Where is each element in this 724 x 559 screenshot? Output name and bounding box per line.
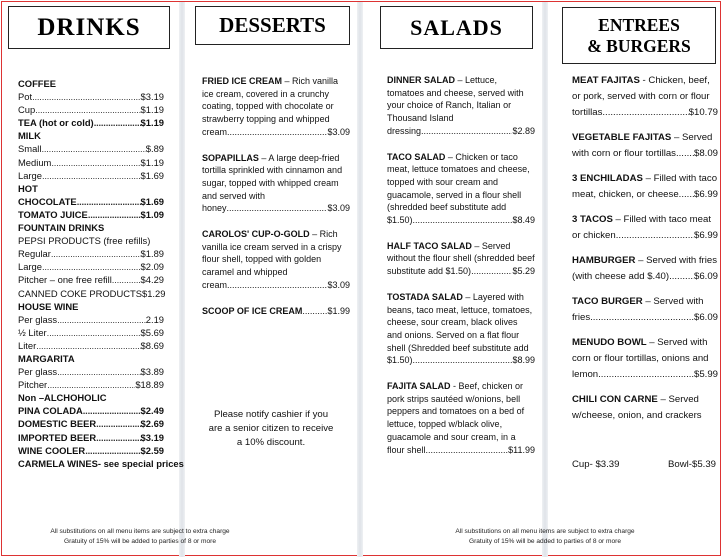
entree-desc-text: - Chicken, beef, or pork, served with corn or flour bbox=[572, 75, 710, 102]
drink-label: WINE COOLER bbox=[18, 444, 86, 456]
leader-dots bbox=[57, 313, 146, 326]
salads-header bbox=[380, 6, 533, 49]
leader-dots bbox=[227, 126, 327, 139]
leader-dots bbox=[669, 269, 694, 285]
dessert-price-line bbox=[202, 126, 350, 139]
entree-item bbox=[572, 212, 718, 244]
leader-dots bbox=[47, 326, 141, 339]
dessert-item bbox=[202, 152, 350, 216]
drink-label: Pitcher – one free refill bbox=[18, 274, 112, 286]
leader-dots bbox=[42, 169, 141, 182]
leader-dots bbox=[83, 404, 141, 417]
drink-price: $1.19 bbox=[140, 117, 164, 129]
entree-price-line bbox=[572, 146, 718, 162]
drink-label: Non –ALCHOHOLIC bbox=[18, 392, 107, 404]
entree-name: MENUDO BOWL bbox=[572, 337, 647, 348]
drink-price: $1.69 bbox=[140, 169, 164, 181]
drink-row bbox=[18, 260, 164, 273]
drink-label: DOMESTIC BEER bbox=[18, 418, 97, 430]
drink-price: $1.09 bbox=[140, 208, 164, 220]
drink-label: FOUNTAIN DRINKS bbox=[18, 222, 105, 234]
footer-left bbox=[25, 527, 255, 547]
entree-description bbox=[572, 212, 718, 228]
drink-price: $.89 bbox=[145, 143, 164, 155]
senior-notice: Please notify cashier if you are a senior citizen to receive a 10% discount. bbox=[208, 409, 334, 448]
salad-name: TOSTADA SALAD bbox=[387, 291, 463, 302]
drink-label: Medium bbox=[18, 156, 52, 168]
entree-item bbox=[572, 335, 718, 383]
entree-last-word: with corn or flour tortillas bbox=[572, 148, 676, 159]
drinks-header bbox=[8, 6, 170, 49]
salad-last-word: $1.50) bbox=[387, 355, 413, 366]
drink-price: $1.89 bbox=[140, 248, 164, 260]
dessert-price: $1.99 bbox=[327, 305, 350, 316]
drink-row bbox=[18, 444, 164, 457]
entree-description bbox=[572, 171, 718, 187]
drink-label: Pot bbox=[18, 91, 33, 103]
drink-row bbox=[18, 142, 164, 155]
dessert-description bbox=[202, 152, 350, 203]
leader-dots bbox=[42, 260, 141, 273]
leader-dots bbox=[41, 142, 145, 155]
entree-price: $6.99 bbox=[693, 230, 718, 241]
drink-price: $18.89 bbox=[135, 379, 164, 391]
entree-name: 3 TACOS bbox=[572, 214, 613, 225]
leader-dots bbox=[413, 354, 513, 367]
dessert-price: $3.09 bbox=[327, 126, 350, 137]
salad-name: FAJITA SALAD bbox=[387, 381, 451, 392]
entree-last-word: tortillas bbox=[572, 107, 603, 118]
chili-bowl-price: Bowl-$5.39 bbox=[668, 459, 716, 470]
entrees-title-line1: ENTREES bbox=[598, 14, 680, 35]
entree-last-word: (with cheese add $.40) bbox=[572, 271, 670, 282]
dessert-name: CAROLOS' CUP-O-GOLD bbox=[202, 229, 310, 240]
salad-item bbox=[387, 151, 535, 227]
chili-cup-price: Cup- $3.39 bbox=[572, 459, 620, 470]
salad-item bbox=[387, 74, 535, 138]
salad-desc-text: – Layered with beans, taco meat, lettuce, tomatoes, cheese, sour cream, black olives and onions. Served on a flat flour shell (Shredded beef substitute add bbox=[387, 291, 533, 353]
salad-item bbox=[387, 380, 535, 456]
drink-label: HOT bbox=[18, 182, 38, 194]
drink-label: PEPSI PRODUCTS (free refills) bbox=[18, 235, 151, 247]
drink-label: IMPORTED BEER bbox=[18, 431, 97, 443]
desserts-title: DESSERTS bbox=[219, 13, 326, 37]
leader-dots bbox=[602, 105, 688, 121]
leader-dots bbox=[57, 365, 140, 378]
drink-row bbox=[18, 129, 164, 142]
drink-price: $2.49 bbox=[140, 405, 164, 417]
drink-row bbox=[18, 116, 164, 129]
drink-row bbox=[18, 313, 164, 326]
entree-item bbox=[572, 73, 718, 121]
drink-label: Regular bbox=[18, 248, 51, 260]
entree-desc-text: – Served with corn or flour tortillas, onions and bbox=[572, 337, 709, 364]
entree-item bbox=[572, 130, 718, 162]
entrees-header bbox=[562, 7, 716, 64]
entree-desc-text: – Served with fries bbox=[635, 255, 718, 266]
leader-dots bbox=[616, 228, 694, 244]
footer-substitutions: All substitutions on all menu items are subject to extra charge bbox=[455, 528, 635, 535]
salad-description bbox=[387, 291, 535, 355]
drink-price: $5.69 bbox=[140, 326, 164, 338]
leader-dots bbox=[85, 444, 140, 457]
drink-row bbox=[18, 339, 164, 352]
salad-price: $11.99 bbox=[508, 444, 535, 455]
dessert-price-line bbox=[202, 279, 350, 292]
salad-price-line bbox=[387, 214, 535, 227]
leader-dots bbox=[413, 214, 513, 227]
entree-name: HAMBURGER bbox=[572, 255, 636, 266]
dessert-item bbox=[202, 228, 350, 292]
drink-row bbox=[18, 457, 184, 470]
dessert-last-word: cream bbox=[202, 279, 228, 290]
drink-label: Large bbox=[18, 169, 42, 181]
entree-desc-text: – Served bbox=[671, 132, 713, 143]
dessert-last-word: honey bbox=[202, 203, 227, 214]
drink-label: Cup bbox=[18, 104, 36, 116]
salad-name: TACO SALAD bbox=[387, 151, 446, 162]
dessert-name: SCOOP OF ICE CREAM bbox=[202, 305, 303, 316]
leader-dots bbox=[35, 103, 140, 116]
fold-line bbox=[179, 2, 185, 557]
leader-dots bbox=[590, 310, 694, 326]
dessert-name: SOPAPILLAS bbox=[202, 152, 259, 163]
entree-price-line bbox=[572, 105, 718, 121]
leader-dots bbox=[96, 417, 140, 430]
chili-prices bbox=[572, 459, 716, 470]
drink-price: $4.29 bbox=[140, 274, 164, 286]
drink-label: CHOCOLATE bbox=[18, 195, 77, 207]
entree-price: $10.79 bbox=[688, 107, 718, 118]
salad-last-word: substitute add $1.50) bbox=[387, 266, 472, 277]
entree-price-line bbox=[572, 269, 718, 285]
entree-price-line bbox=[572, 310, 718, 326]
drink-row bbox=[18, 391, 164, 404]
drink-label: PINA COLADA bbox=[18, 405, 83, 417]
salad-name: DINNER SALAD bbox=[387, 75, 456, 85]
salad-desc-text: – Chicken or taco meat, lettuce tomatoes and cheese, topped with sour cream and guacamole, served in a flour shell (shredded beef substitute add bbox=[387, 151, 530, 213]
entrees-title-line2: & BURGERS bbox=[587, 35, 691, 56]
drink-price: $1.69 bbox=[140, 195, 164, 207]
dessert-description bbox=[202, 305, 350, 318]
dessert-name: FRIED ICE CREAM bbox=[202, 76, 283, 86]
entree-description bbox=[572, 73, 718, 105]
salad-last-word: $1.50) bbox=[387, 215, 413, 226]
salad-price-line bbox=[387, 125, 535, 138]
drink-label: CARMELA WINES- see special prices bbox=[18, 457, 184, 469]
drink-row bbox=[18, 195, 164, 208]
salad-last-word: flour shell bbox=[387, 444, 426, 455]
leader-dots bbox=[302, 305, 327, 318]
entree-description bbox=[572, 335, 718, 367]
salad-item bbox=[387, 291, 535, 367]
salad-price-line bbox=[387, 354, 535, 367]
fold-line bbox=[542, 2, 548, 557]
footer-gratuity: Gratuity of 15% will be added to parties of 8 or more bbox=[63, 538, 217, 545]
entree-last-word: lemon bbox=[572, 369, 599, 380]
leader-dots bbox=[598, 367, 694, 383]
salad-price: $8.99 bbox=[512, 355, 535, 366]
drink-label: Large bbox=[18, 261, 42, 273]
drink-row bbox=[18, 156, 164, 169]
footer-right bbox=[430, 527, 660, 547]
drink-row bbox=[18, 300, 164, 313]
drink-price: $3.19 bbox=[140, 431, 164, 443]
drink-label: Per glass bbox=[18, 313, 58, 325]
entree-desc-text: – Served with bbox=[642, 296, 704, 307]
salad-price: $5.29 bbox=[512, 266, 535, 277]
leader-dots bbox=[471, 265, 512, 278]
drink-price: $2.09 bbox=[140, 261, 164, 273]
drink-price: $2.69 bbox=[140, 418, 164, 430]
leader-dots bbox=[36, 339, 140, 352]
dessert-price-line bbox=[202, 202, 350, 215]
drink-row bbox=[18, 90, 164, 103]
drink-label: Per glass bbox=[18, 366, 58, 378]
entree-name: MEAT FAJITAS bbox=[572, 75, 640, 86]
drink-price: $2.59 bbox=[140, 444, 164, 456]
entree-description bbox=[572, 130, 718, 146]
leader-dots bbox=[227, 279, 327, 292]
drink-price: $1.19 bbox=[140, 156, 164, 168]
drink-row bbox=[18, 103, 164, 116]
entree-description bbox=[572, 392, 718, 424]
desserts-list bbox=[202, 75, 350, 330]
drink-label: Small bbox=[18, 143, 42, 155]
drink-label: TEA (hot or cold) bbox=[18, 117, 94, 129]
entree-price: $6.09 bbox=[693, 271, 718, 282]
drink-price: $3.89 bbox=[140, 366, 164, 378]
drink-price: 2.19 bbox=[145, 313, 164, 325]
entree-price: $6.99 bbox=[693, 189, 718, 200]
drink-label: HOUSE WINE bbox=[18, 300, 79, 312]
dessert-desc-text: – Rich vanilla ice cream, covered in a crunchy coating, topped with chocolate or strawberry topping and whipped bbox=[202, 76, 339, 125]
entree-last-word: meat, chicken, or cheese bbox=[572, 189, 679, 200]
leader-dots bbox=[51, 247, 141, 260]
drink-price: $8.69 bbox=[140, 339, 164, 351]
drink-row bbox=[18, 431, 164, 444]
desserts-header bbox=[195, 6, 350, 45]
drink-row bbox=[18, 326, 164, 339]
leader-dots bbox=[47, 378, 135, 391]
salad-description bbox=[387, 380, 535, 444]
salad-desc-text: – Served without the flour shell (shredded beef bbox=[387, 240, 535, 264]
entrees-list bbox=[572, 73, 718, 433]
entree-last-word: or chicken bbox=[572, 230, 616, 241]
drink-row bbox=[18, 287, 164, 300]
drink-label: TOMATO JUICE bbox=[18, 208, 88, 220]
footer-substitutions: All substitutions on all menu items are subject to extra charge bbox=[50, 528, 230, 535]
entree-price: $6.09 bbox=[693, 312, 718, 323]
dessert-last-word: cream bbox=[202, 126, 228, 137]
leader-dots bbox=[679, 187, 694, 203]
entree-name: CHILI CON CARNE bbox=[572, 394, 658, 405]
dessert-price: $3.09 bbox=[327, 203, 350, 214]
leader-dots bbox=[77, 195, 141, 208]
entree-desc-text: – Filled with taco bbox=[642, 173, 718, 184]
drink-row bbox=[18, 221, 164, 234]
drink-row bbox=[18, 77, 164, 90]
entree-description bbox=[572, 253, 718, 269]
dessert-item bbox=[202, 75, 350, 139]
salad-price-line bbox=[387, 265, 535, 278]
entree-item bbox=[572, 171, 718, 203]
entree-desc-text: – Served w/cheese, onion, and crackers bbox=[572, 394, 702, 421]
drink-label: COFFEE bbox=[18, 78, 57, 89]
fold-line bbox=[357, 2, 363, 557]
drink-price: $3.19 bbox=[140, 91, 164, 103]
salad-desc-text: – Lettuce, tomatoes and cheese, served with your choice of Ranch, Italian or Thousand Island bbox=[387, 75, 524, 124]
salad-last-word: dressing bbox=[387, 125, 422, 136]
leader-dots bbox=[421, 125, 512, 138]
salads-title: SALADS bbox=[410, 14, 503, 40]
salad-price: $8.49 bbox=[512, 215, 535, 226]
drink-row bbox=[18, 182, 164, 195]
drink-row bbox=[18, 417, 164, 430]
salad-price-line bbox=[387, 444, 535, 457]
dessert-description bbox=[202, 75, 350, 126]
drink-row bbox=[18, 247, 164, 260]
dessert-price: $3.09 bbox=[327, 279, 350, 290]
drink-row bbox=[18, 273, 164, 286]
leader-dots bbox=[96, 431, 140, 444]
entree-price: $5.99 bbox=[693, 369, 718, 380]
drink-row bbox=[18, 208, 164, 221]
leader-dots bbox=[426, 444, 509, 457]
entree-price-line bbox=[572, 187, 718, 203]
leader-dots bbox=[227, 202, 328, 215]
entree-item bbox=[572, 253, 718, 285]
entree-item bbox=[572, 392, 718, 424]
leader-dots bbox=[676, 146, 694, 162]
drink-label: Liter bbox=[18, 339, 37, 351]
drink-row bbox=[18, 378, 164, 391]
drink-label: CANNED COKE PRODUCTS bbox=[18, 287, 142, 299]
entree-item bbox=[572, 294, 718, 326]
drink-price: $1.19 bbox=[140, 104, 164, 116]
dessert-item bbox=[202, 305, 350, 318]
drink-label: ½ Liter bbox=[18, 326, 47, 338]
entree-name: VEGETABLE FAJITAS bbox=[572, 132, 672, 143]
entree-price-line bbox=[572, 367, 718, 383]
leader-dots bbox=[32, 90, 140, 103]
leader-dots bbox=[51, 156, 140, 169]
dessert-description bbox=[202, 228, 350, 279]
drink-row bbox=[18, 352, 164, 365]
drink-row bbox=[18, 404, 164, 417]
leader-dots bbox=[88, 208, 141, 221]
drink-row bbox=[18, 169, 164, 182]
salad-description bbox=[387, 74, 535, 125]
entree-last-word: fries bbox=[572, 312, 591, 323]
salads-list bbox=[387, 74, 535, 469]
salad-item bbox=[387, 240, 535, 278]
dessert-desc-text: – A large deep-fried tortilla sprinkled with cinnamon and sugar, topped with whipped cream and served with bbox=[202, 152, 343, 201]
footer-gratuity: Gratuity of 15% will be added to parties of 8 or more bbox=[468, 538, 622, 545]
drink-label: MARGARITA bbox=[18, 352, 75, 364]
entree-name: 3 ENCHILADAS bbox=[572, 173, 643, 184]
drink-row bbox=[18, 234, 164, 247]
dessert-desc-text: – Rich vanilla ice cream served in a crispy flour shell, topped with golden caramel and whipped bbox=[202, 229, 342, 278]
drink-label: Pitcher bbox=[18, 379, 48, 391]
drink-label: MILK bbox=[18, 130, 41, 142]
drink-row bbox=[18, 365, 164, 378]
salad-desc-text: - Beef, chicken or pork strips sautéed w/onions, bell peppers and tomatoes on a bed of lettuce, topped w/black olive, guacamole and sour cream, in a bbox=[387, 381, 525, 442]
leader-dots bbox=[94, 116, 141, 129]
salad-description bbox=[387, 240, 535, 265]
salad-name: HALF TACO SALAD bbox=[387, 240, 472, 251]
leader-dots bbox=[112, 273, 141, 286]
entree-description bbox=[572, 294, 718, 310]
entree-name: TACO BURGER bbox=[572, 296, 643, 307]
salad-price: $2.89 bbox=[512, 125, 535, 136]
entree-desc-text: – Filled with taco meat bbox=[612, 214, 711, 225]
drink-price: $1.29 bbox=[141, 287, 166, 299]
drinks-list bbox=[18, 77, 184, 470]
entree-price: $8.09 bbox=[693, 148, 718, 159]
entree-price-line bbox=[572, 228, 718, 244]
drinks-title: DRINKS bbox=[37, 13, 141, 41]
salad-description bbox=[387, 151, 535, 215]
